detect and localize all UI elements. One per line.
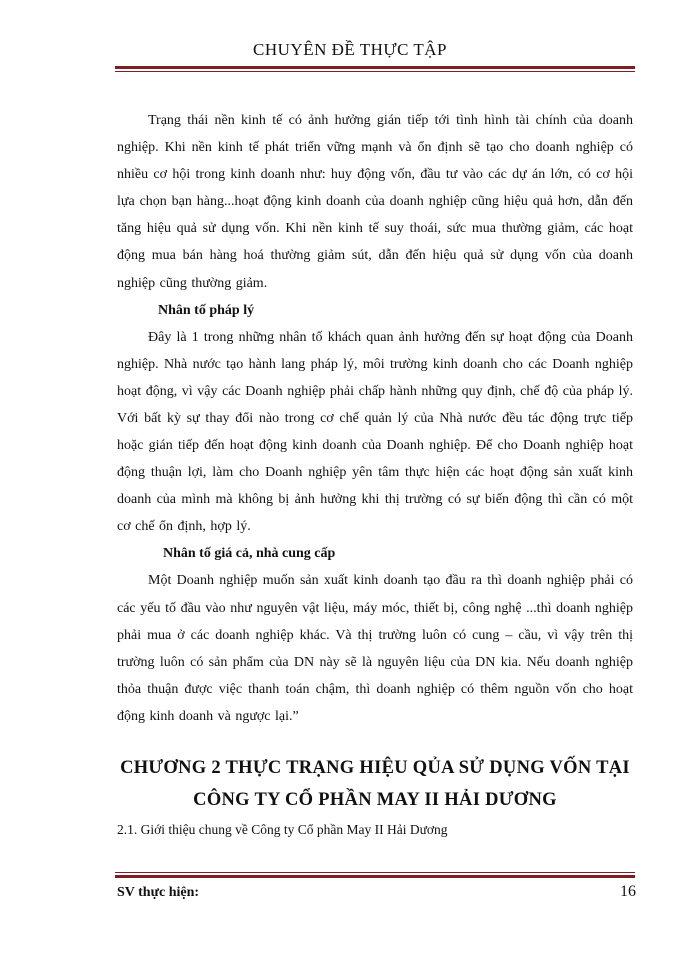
page-body xyxy=(117,107,633,841)
paragraph-legal: Đây là 1 trong những nhân tố khách quan ảnh hưởng đến sự hoạt động của Doanh nghiệp. Nhà nước tạo hành lang pháp lý, môi trường kinh doanh cho các Doanh nghiệp hoạt động, vì vậy các Doanh nghiệp phải chấp hành những quy định, chế độ của pháp lý. Với bất kỳ sự thay đổi nào trong cơ chế quản lý của Nhà nước đều tác động trực tiếp hoặc gián tiếp đến hoạt động kinh doanh của Doanh nghiệp. Để cho Doanh nghiệp hoạt động thuận lợi, làm cho Doanh nghiệp yên tâm thực hiện các hoạt động sản xuất kinh doanh của mình mà không bị ảnh hưởng khi thị trường có sự biến động thì cần có một cơ chế ổn định, hợp lý. xyxy=(117,329,633,535)
page-header-title: CHUYÊN ĐỀ THỰC TẬP xyxy=(253,40,447,59)
header-rule-thin xyxy=(115,71,635,72)
footer-student-label: SV thực hiện: xyxy=(117,885,200,900)
footer-rule-thick xyxy=(115,875,635,878)
subheading-price-supplier-factor: Nhân tố giá cả, nhà cung cấp xyxy=(163,546,336,562)
subheading-legal-factor: Nhân tố pháp lý xyxy=(158,302,255,318)
section-heading: 2.1. Giới thiệu chung về Công ty Cổ phần May II Hải Dương xyxy=(117,821,448,837)
footer-rule-thin xyxy=(115,872,635,873)
header-rule-thick xyxy=(115,66,635,69)
chapter-heading xyxy=(117,752,633,816)
paragraph-economy: Trạng thái nền kinh tế có ảnh hưởng gián tiếp tới tình hình tài chính của doanh nghiệp. Khi nền kinh tế phát triển vững mạnh và ổn định sẽ tạo cho doanh nghiệp có nhiều cơ hội trong kinh doanh như: huy động vốn, đầu tư vào các dự án lớn, có cơ hội lựa chọn bạn hàng...hoạt động kinh doanh của doanh nghiệp cũng hiệu quả hơn, dẫn đến tăng hiệu quả sử dụng vốn. Khi nền kinh tế suy thoái, sức mua thường giảm, các hoạt động mua bán hàng hoá thường giảm sút, dẫn đến hiệu quả sử dụng vốn của doanh nghiệp cũng thường giảm. xyxy=(117,113,633,291)
page-number: 16 xyxy=(620,883,636,900)
paragraph-price-supplier: Một Doanh nghiệp muốn sản xuất kinh doanh tạo đầu ra thì doanh nghiệp phải có các yếu tố đầu vào như nguyên vật liệu, máy móc, thiết bị, công nghệ ...thì doanh nghiệp phải mua ở các doanh nghiệp khác. Và thị trường luôn có cung – cầu, vì vậy trên thị trường luôn có sản phẩm của DN này sẽ là nguyên liệu của DN kia. Nếu doanh nghiệp thỏa thuận được việc thanh toán chậm, thì doanh nghiệp có thêm nguồn vốn cho hoạt động kinh doanh và ngược lại.” xyxy=(117,573,633,724)
chapter-heading-line-1: CHƯƠNG 2 THỰC TRẠNG HIỆU QỦA SỬ DỤNG VỐN TẠI xyxy=(120,757,630,778)
chapter-heading-line-2: CÔNG TY CỔ PHẦN MAY II HẢI DƯƠNG xyxy=(193,789,557,810)
